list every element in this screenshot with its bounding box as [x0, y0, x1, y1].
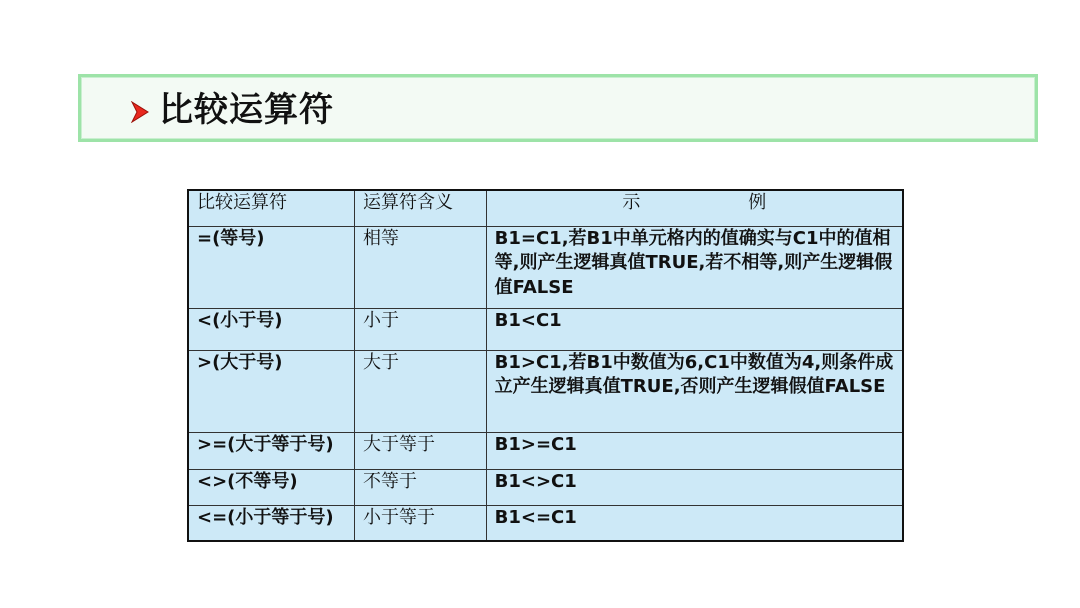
- example-cell: B1>=C1: [486, 432, 903, 469]
- table-row: [188, 432, 903, 469]
- header-example: 示 例: [486, 190, 903, 226]
- table-row: [188, 350, 903, 432]
- operator-cell: =(等号): [188, 226, 355, 308]
- title-banner: [78, 74, 1038, 142]
- example-cell: B1=C1,若B1中单元格内的值确实与C1中的值相等,则产生逻辑真值TRUE,若不相等,则产生逻辑假值FALSE: [486, 226, 903, 308]
- operator-cell: <=(小于等于号): [188, 505, 355, 541]
- example-cell: B1<=C1: [486, 505, 903, 541]
- operator-cell: >(大于号): [188, 350, 355, 432]
- table-row: [188, 469, 903, 505]
- meaning-cell: 相等: [355, 226, 487, 308]
- table-row: [188, 308, 903, 350]
- table-row: [188, 505, 903, 541]
- operator-cell: >=(大于等于号): [188, 432, 355, 469]
- example-cell: B1<C1: [486, 308, 903, 350]
- meaning-cell: 小于等于: [355, 505, 487, 541]
- page-title: 比较运算符: [159, 90, 334, 130]
- operator-cell: <(小于号): [188, 308, 355, 350]
- table-row: [188, 226, 903, 308]
- meaning-cell: 大于: [355, 350, 487, 432]
- table-header-row: [188, 190, 903, 226]
- comparison-operators-table: [187, 189, 904, 542]
- header-meaning: 运算符含义: [355, 190, 487, 226]
- red-triangle-arrow-icon: [131, 101, 149, 123]
- meaning-cell: 小于: [355, 308, 487, 350]
- meaning-cell: 不等于: [355, 469, 487, 505]
- header-operator: 比较运算符: [188, 190, 355, 226]
- example-cell: B1>C1,若B1中数值为6,C1中数值为4,则条件成立产生逻辑真值TRUE,否则产生逻辑假值FALSE: [486, 350, 903, 432]
- operator-cell: <>(不等号): [188, 469, 355, 505]
- example-cell: B1<>C1: [486, 469, 903, 505]
- meaning-cell: 大于等于: [355, 432, 487, 469]
